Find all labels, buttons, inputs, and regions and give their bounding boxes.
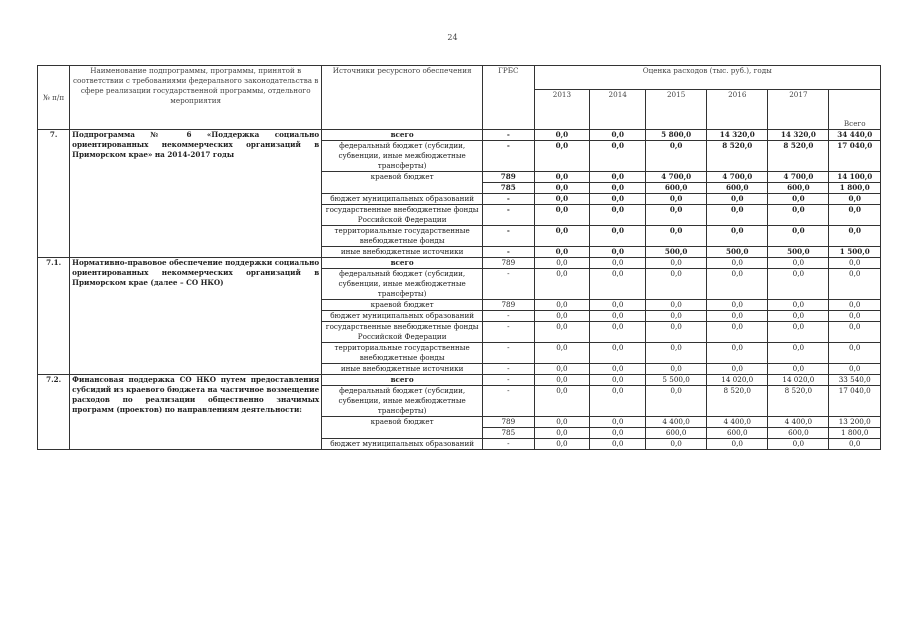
grbs-code: - bbox=[483, 247, 534, 258]
value-year: 0,0 bbox=[534, 439, 590, 450]
value-year: 0,0 bbox=[707, 194, 768, 205]
value-total: 33 540,0 bbox=[829, 375, 881, 386]
value-year: 0,0 bbox=[590, 172, 646, 183]
grbs-code: - bbox=[483, 375, 534, 386]
value-year: 0,0 bbox=[590, 386, 646, 417]
value-year: 5 800,0 bbox=[646, 130, 707, 141]
value-year: 0,0 bbox=[768, 364, 829, 375]
value-year: 0,0 bbox=[534, 375, 590, 386]
funding-source: всего bbox=[322, 375, 483, 386]
funding-source: территориальные государственные внебюджетные фонды bbox=[322, 343, 483, 364]
grbs-code: 789 bbox=[483, 417, 534, 428]
value-year: 0,0 bbox=[768, 311, 829, 322]
value-year: 0,0 bbox=[590, 322, 646, 343]
value-total: 0,0 bbox=[829, 439, 881, 450]
value-total: 14 100,0 bbox=[829, 172, 881, 183]
row-number: 7. bbox=[38, 130, 70, 258]
value-total: 0,0 bbox=[829, 343, 881, 364]
value-year: 0,0 bbox=[646, 439, 707, 450]
value-year: 0,0 bbox=[768, 269, 829, 300]
value-year: 0,0 bbox=[590, 311, 646, 322]
value-year: 0,0 bbox=[590, 226, 646, 247]
budget-table bbox=[37, 65, 881, 450]
table-row bbox=[38, 258, 881, 269]
value-year: 600,0 bbox=[768, 183, 829, 194]
value-total: 0,0 bbox=[829, 364, 881, 375]
value-year: 4 400,0 bbox=[646, 417, 707, 428]
funding-source: иные внебюджетные источники bbox=[322, 364, 483, 375]
header-estimate: Оценка расходов (тыс. руб.), годы bbox=[534, 66, 880, 90]
value-year: 0,0 bbox=[590, 428, 646, 439]
value-year: 0,0 bbox=[590, 258, 646, 269]
value-total: 1 800,0 bbox=[829, 183, 881, 194]
table-row bbox=[38, 130, 881, 141]
value-year: 0,0 bbox=[646, 141, 707, 172]
row-number: 7.1. bbox=[38, 258, 70, 375]
grbs-code: - bbox=[483, 269, 534, 300]
header-row bbox=[38, 66, 881, 90]
value-year: 0,0 bbox=[534, 194, 590, 205]
value-year: 0,0 bbox=[707, 322, 768, 343]
header-total: Всего bbox=[829, 90, 881, 130]
grbs-code: - bbox=[483, 130, 534, 141]
header-num: № п/п bbox=[38, 66, 70, 130]
value-year: 0,0 bbox=[534, 311, 590, 322]
value-total: 17 040,0 bbox=[829, 141, 881, 172]
value-total: 0,0 bbox=[829, 269, 881, 300]
value-year: 0,0 bbox=[534, 417, 590, 428]
value-year: 0,0 bbox=[768, 194, 829, 205]
value-year: 0,0 bbox=[768, 258, 829, 269]
value-year: 0,0 bbox=[707, 343, 768, 364]
grbs-code: - bbox=[483, 343, 534, 364]
header-year: 2014 bbox=[590, 90, 646, 130]
funding-source bbox=[322, 183, 483, 194]
value-total: 0,0 bbox=[829, 205, 881, 226]
grbs-code: 789 bbox=[483, 172, 534, 183]
grbs-code: - bbox=[483, 386, 534, 417]
value-total: 1 500,0 bbox=[829, 247, 881, 258]
value-year: 14 020,0 bbox=[768, 375, 829, 386]
value-year: 4 400,0 bbox=[768, 417, 829, 428]
value-year: 500,0 bbox=[768, 247, 829, 258]
value-year: 4 700,0 bbox=[707, 172, 768, 183]
value-year: 0,0 bbox=[707, 269, 768, 300]
table-row bbox=[38, 375, 881, 386]
value-year: 0,0 bbox=[534, 300, 590, 311]
value-year: 0,0 bbox=[590, 364, 646, 375]
header-source: Источники ресурсного обеспечения bbox=[322, 66, 483, 130]
funding-source: бюджет муниципальных образований bbox=[322, 311, 483, 322]
value-year: 5 500,0 bbox=[646, 375, 707, 386]
value-year: 600,0 bbox=[707, 428, 768, 439]
grbs-code: 785 bbox=[483, 183, 534, 194]
header-name: Наименование подпрограммы, программы, принятой в соответствии с требованиями федерального законодательства в сфере реализации государственной программы, отдельного мероприятия bbox=[70, 66, 322, 130]
funding-source: федеральный бюджет (субсидии, субвенции, иные межбюджетные трансферты) bbox=[322, 386, 483, 417]
funding-source: федеральный бюджет (субсидии, субвенции, иные межбюджетные трансферты) bbox=[322, 269, 483, 300]
value-year: 0,0 bbox=[534, 364, 590, 375]
value-year: 0,0 bbox=[534, 226, 590, 247]
value-year: 0,0 bbox=[707, 226, 768, 247]
value-year: 0,0 bbox=[590, 194, 646, 205]
funding-source: территориальные государственные внебюджетные фонды bbox=[322, 226, 483, 247]
header-year: 2017 bbox=[768, 90, 829, 130]
value-year: 0,0 bbox=[768, 439, 829, 450]
value-total: 0,0 bbox=[829, 300, 881, 311]
value-year: 8 520,0 bbox=[707, 141, 768, 172]
program-name: Подпрограмма № 6 «Поддержка социально ориентированных некоммерческих организаций в Приморском крае» на 2014-2017 годы bbox=[70, 130, 322, 258]
header-year: 2016 bbox=[707, 90, 768, 130]
grbs-code: - bbox=[483, 439, 534, 450]
header-grbs: ГРБС bbox=[483, 66, 534, 130]
grbs-code: - bbox=[483, 141, 534, 172]
value-year: 4 700,0 bbox=[768, 172, 829, 183]
value-year: 500,0 bbox=[646, 247, 707, 258]
header-year: 2015 bbox=[646, 90, 707, 130]
value-year: 0,0 bbox=[590, 300, 646, 311]
value-year: 14 320,0 bbox=[707, 130, 768, 141]
value-year: 0,0 bbox=[768, 322, 829, 343]
value-year: 600,0 bbox=[707, 183, 768, 194]
value-year: 0,0 bbox=[768, 226, 829, 247]
value-year: 0,0 bbox=[646, 322, 707, 343]
grbs-code: 785 bbox=[483, 428, 534, 439]
value-year: 0,0 bbox=[707, 300, 768, 311]
table-body bbox=[38, 66, 881, 450]
funding-source: государственные внебюджетные фонды Российской Федерации bbox=[322, 205, 483, 226]
value-total: 34 440,0 bbox=[829, 130, 881, 141]
value-year: 0,0 bbox=[646, 343, 707, 364]
value-year: 4 400,0 bbox=[707, 417, 768, 428]
funding-source: всего bbox=[322, 258, 483, 269]
value-year: 0,0 bbox=[534, 343, 590, 364]
value-total: 0,0 bbox=[829, 226, 881, 247]
funding-source: всего bbox=[322, 130, 483, 141]
grbs-code: - bbox=[483, 226, 534, 247]
value-year: 0,0 bbox=[646, 311, 707, 322]
program-name: Финансовая поддержка СО НКО путем предоставления субсидий из краевого бюджета на частичное возмещение расходов по реализации общественно значимых программ (проектов) по направлениям деятельности: bbox=[70, 375, 322, 450]
value-year: 0,0 bbox=[534, 130, 590, 141]
grbs-code: 789 bbox=[483, 258, 534, 269]
funding-source bbox=[322, 428, 483, 439]
value-total: 0,0 bbox=[829, 322, 881, 343]
page-number: 24 bbox=[447, 33, 458, 42]
value-year: 0,0 bbox=[646, 300, 707, 311]
value-year: 0,0 bbox=[646, 205, 707, 226]
grbs-code: - bbox=[483, 364, 534, 375]
funding-source: краевой бюджет bbox=[322, 172, 483, 183]
value-total: 17 040,0 bbox=[829, 386, 881, 417]
value-year: 8 520,0 bbox=[768, 141, 829, 172]
value-total: 0,0 bbox=[829, 311, 881, 322]
value-year: 0,0 bbox=[707, 439, 768, 450]
value-year: 14 020,0 bbox=[707, 375, 768, 386]
funding-source: федеральный бюджет (субсидии, субвенции, иные межбюджетные трансферты) bbox=[322, 141, 483, 172]
value-year: 0,0 bbox=[534, 205, 590, 226]
funding-source: государственные внебюджетные фонды Российской Федерации bbox=[322, 322, 483, 343]
value-year: 0,0 bbox=[534, 386, 590, 417]
funding-source: краевой бюджет bbox=[322, 300, 483, 311]
value-year: 0,0 bbox=[707, 205, 768, 226]
grbs-code: - bbox=[483, 205, 534, 226]
value-year: 0,0 bbox=[768, 205, 829, 226]
program-name: Нормативно-правовое обеспечение поддержки социально ориентированных некоммерческих организаций в Приморском крае (далее – СО НКО) bbox=[70, 258, 322, 375]
value-total: 0,0 bbox=[829, 258, 881, 269]
value-year: 500,0 bbox=[707, 247, 768, 258]
value-year: 600,0 bbox=[646, 428, 707, 439]
value-year: 0,0 bbox=[590, 141, 646, 172]
value-year: 0,0 bbox=[590, 247, 646, 258]
value-total: 13 200,0 bbox=[829, 417, 881, 428]
funding-source: бюджет муниципальных образований bbox=[322, 439, 483, 450]
value-year: 0,0 bbox=[768, 300, 829, 311]
grbs-code: - bbox=[483, 322, 534, 343]
value-year: 0,0 bbox=[534, 141, 590, 172]
grbs-code: - bbox=[483, 194, 534, 205]
value-year: 0,0 bbox=[646, 364, 707, 375]
value-year: 0,0 bbox=[768, 343, 829, 364]
value-year: 0,0 bbox=[534, 428, 590, 439]
funding-source: иные внебюджетные источники bbox=[322, 247, 483, 258]
value-year: 0,0 bbox=[646, 226, 707, 247]
value-year: 0,0 bbox=[707, 364, 768, 375]
value-year: 14 320,0 bbox=[768, 130, 829, 141]
value-year: 0,0 bbox=[534, 247, 590, 258]
value-total: 1 800,0 bbox=[829, 428, 881, 439]
funding-source: бюджет муниципальных образований bbox=[322, 194, 483, 205]
header-year: 2013 bbox=[534, 90, 590, 130]
value-year: 0,0 bbox=[707, 311, 768, 322]
value-year: 0,0 bbox=[646, 269, 707, 300]
value-year: 4 700,0 bbox=[646, 172, 707, 183]
value-year: 0,0 bbox=[646, 258, 707, 269]
value-year: 600,0 bbox=[768, 428, 829, 439]
value-year: 0,0 bbox=[707, 258, 768, 269]
value-year: 0,0 bbox=[590, 375, 646, 386]
row-number: 7.2. bbox=[38, 375, 70, 450]
funding-source: краевой бюджет bbox=[322, 417, 483, 428]
grbs-code: - bbox=[483, 311, 534, 322]
value-year: 0,0 bbox=[590, 417, 646, 428]
value-year: 8 520,0 bbox=[707, 386, 768, 417]
value-year: 0,0 bbox=[534, 322, 590, 343]
grbs-code: 789 bbox=[483, 300, 534, 311]
value-year: 0,0 bbox=[534, 269, 590, 300]
value-year: 8 520,0 bbox=[768, 386, 829, 417]
value-year: 0,0 bbox=[590, 205, 646, 226]
value-year: 0,0 bbox=[646, 194, 707, 205]
value-year: 0,0 bbox=[534, 172, 590, 183]
value-year: 0,0 bbox=[590, 183, 646, 194]
value-year: 0,0 bbox=[590, 130, 646, 141]
value-year: 600,0 bbox=[646, 183, 707, 194]
value-year: 0,0 bbox=[590, 439, 646, 450]
value-year: 0,0 bbox=[534, 183, 590, 194]
value-year: 0,0 bbox=[534, 258, 590, 269]
value-year: 0,0 bbox=[590, 343, 646, 364]
value-year: 0,0 bbox=[646, 386, 707, 417]
value-year: 0,0 bbox=[590, 269, 646, 300]
value-total: 0,0 bbox=[829, 194, 881, 205]
